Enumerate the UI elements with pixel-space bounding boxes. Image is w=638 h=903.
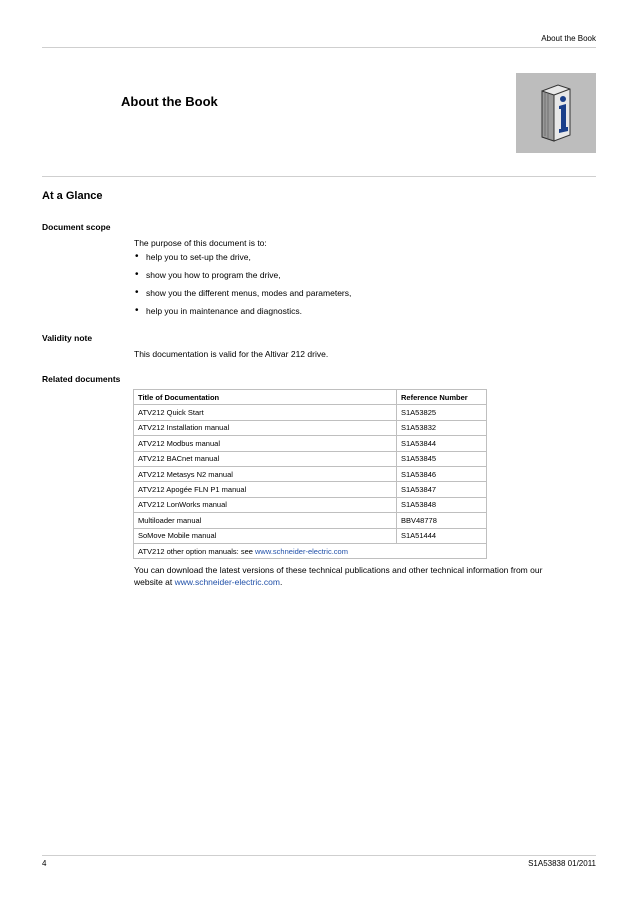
list-item: • show you how to program the drive,	[135, 269, 281, 280]
table-row: Multiloader manual BBV48778	[134, 513, 487, 528]
chapter-title: About the Book	[121, 94, 218, 109]
section-title: At a Glance	[42, 190, 103, 202]
page-number: 4	[42, 859, 47, 868]
table-row: ATV212 LonWorks manual S1A53848	[134, 497, 487, 512]
section-divider	[42, 176, 596, 177]
table-row: SoMove Mobile manual S1A51444	[134, 528, 487, 543]
bullet-icon: •	[135, 305, 139, 316]
document-scope-intro: The purpose of this document is to:	[134, 238, 267, 248]
table-row: ATV212 Installation manual S1A53832	[134, 420, 487, 435]
list-item: • help you to set-up the drive,	[135, 251, 251, 262]
table-row: ATV212 Quick Start S1A53825	[134, 405, 487, 420]
document-scope-label: Document scope	[42, 222, 111, 232]
validity-note-label: Validity note	[42, 333, 93, 343]
list-item: • show you the different menus, modes and parameters,	[135, 287, 352, 298]
validity-note-text: This documentation is valid for the Altivar 212 drive.	[134, 349, 329, 359]
table-row: ATV212 Modbus manual S1A53844	[134, 436, 487, 451]
bullet-icon: •	[135, 269, 139, 280]
table-row-other-options: ATV212 other option manuals: see www.schneider-electric.com	[134, 543, 487, 558]
list-item: • help you in maintenance and diagnostics.	[135, 305, 302, 316]
related-documents-label: Related documents	[42, 374, 121, 384]
column-header-reference: Reference Number	[397, 390, 487, 405]
schneider-link[interactable]: www.schneider-electric.com	[255, 546, 348, 556]
document-reference: S1A53838 01/2011	[528, 859, 596, 868]
header-divider	[42, 47, 596, 48]
table-row: ATV212 Metasys N2 manual S1A53846	[134, 466, 487, 481]
bullet-icon: •	[135, 287, 139, 298]
related-documents-table	[133, 389, 487, 559]
table-row: ATV212 Apogée FLN P1 manual S1A53847	[134, 482, 487, 497]
schneider-website-link[interactable]: www.schneider-electric.com	[174, 577, 280, 587]
info-book-icon	[516, 73, 596, 153]
column-header-title: Title of Documentation	[134, 390, 397, 405]
table-header-row	[134, 390, 487, 405]
table-row: ATV212 BACnet manual S1A53845	[134, 451, 487, 466]
footer-divider	[42, 855, 596, 856]
running-header: About the Book	[541, 34, 596, 43]
document-scope-list	[134, 251, 351, 322]
bullet-icon: •	[135, 251, 139, 262]
download-note: You can download the latest versions of these technical publications and other technical information from our website at www.schneider-electric.com.	[134, 565, 543, 587]
